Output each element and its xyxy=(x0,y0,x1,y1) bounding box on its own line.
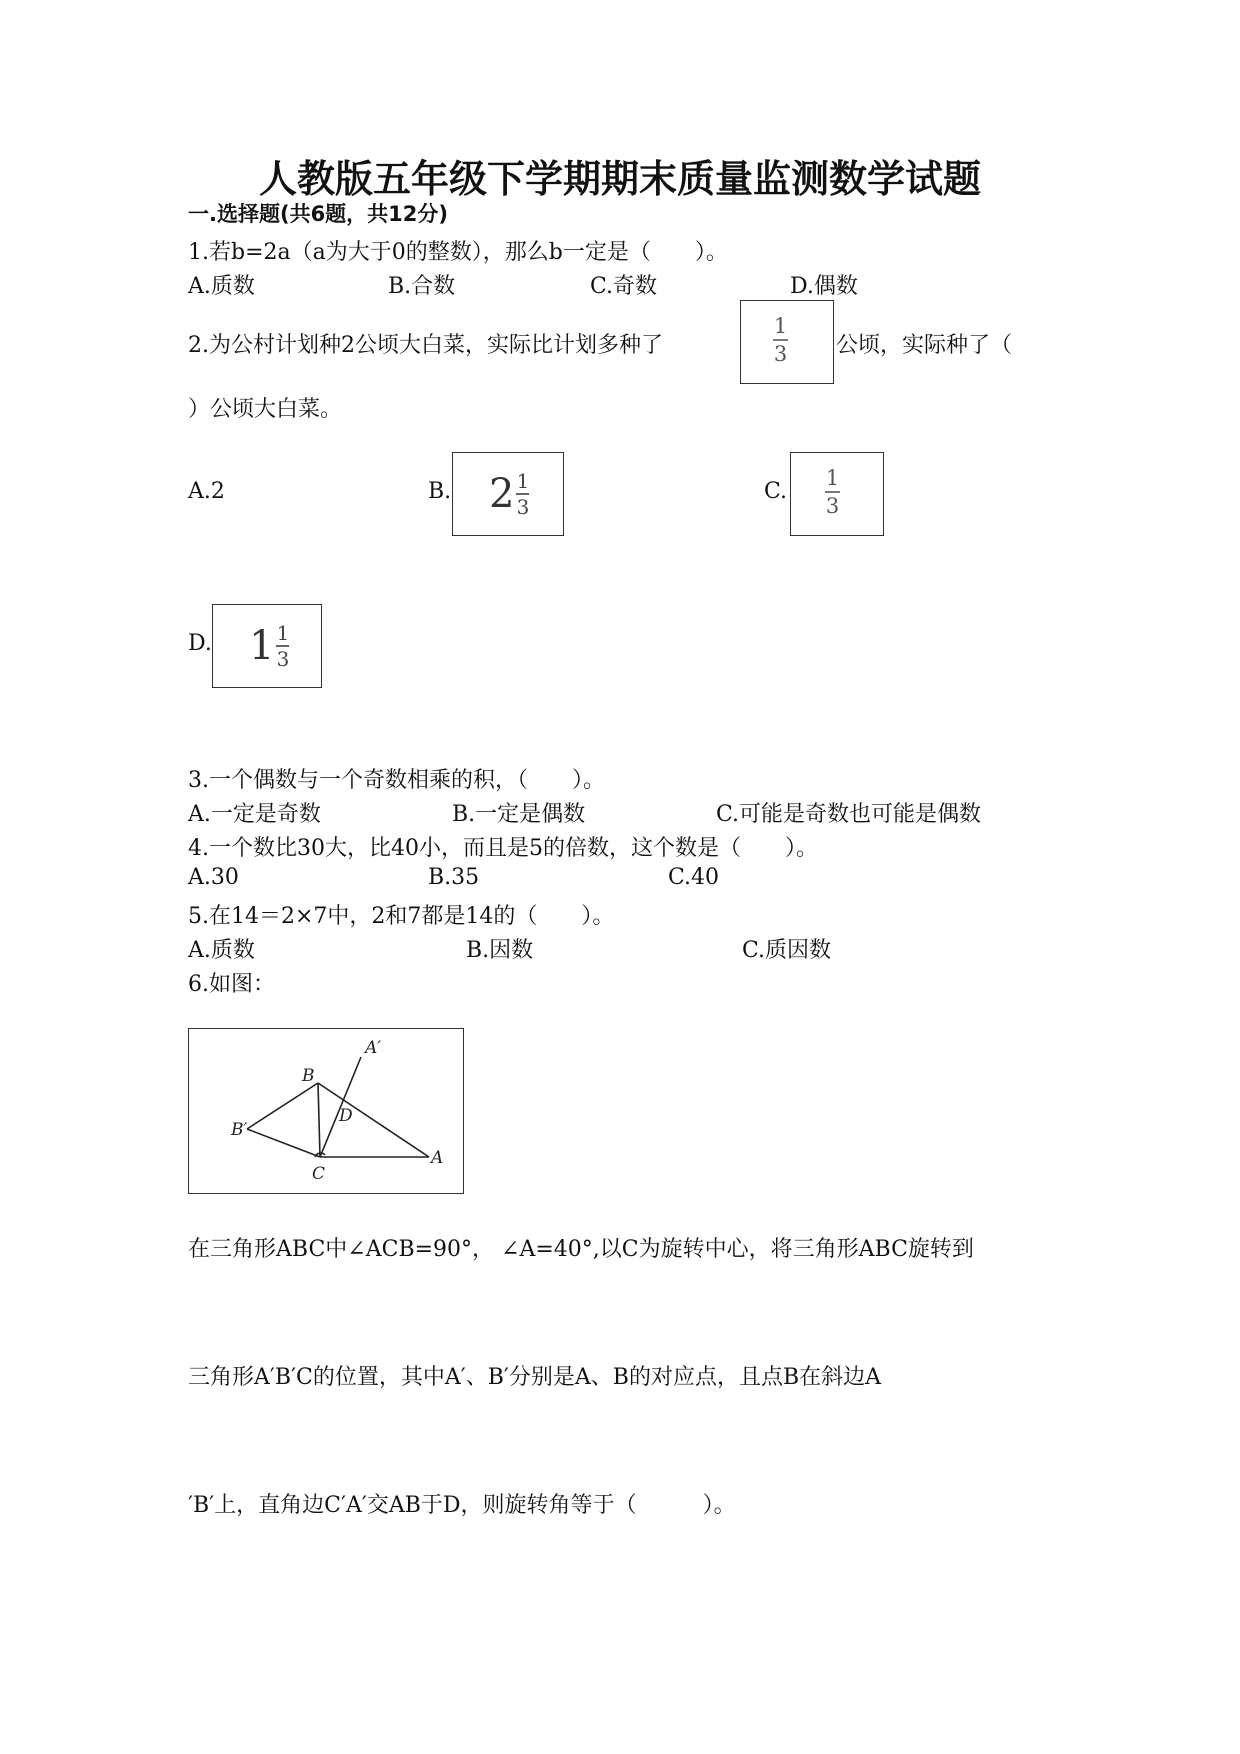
mixed-whole: 2 xyxy=(489,471,515,517)
rotation-triangle-figure xyxy=(188,1028,464,1194)
question-2-fraction-box xyxy=(740,300,834,384)
fraction-bar xyxy=(773,339,788,341)
question-4-option-c[interactable]: C.40 xyxy=(668,865,720,890)
mixed-numerator: 1 xyxy=(276,621,290,646)
segment-b-prime-c xyxy=(247,1129,320,1157)
mixed-number-one-and-one-third xyxy=(249,623,289,669)
mixed-denominator: 3 xyxy=(276,646,290,671)
question-1-stem: 1.若b=2a（a为大于0的整数），那么b一定是（ ）。 xyxy=(188,240,728,265)
question-3-stem: 3.一个偶数与一个奇数相乘的积，（ ）。 xyxy=(188,768,605,793)
label-b: B xyxy=(302,1066,315,1086)
fraction-denominator: 3 xyxy=(773,341,788,366)
question-2-stem-line2: ）公顷大白菜。 xyxy=(188,397,343,422)
mixed-denominator: 3 xyxy=(516,494,530,519)
question-6-text-line-3: ′B′上，直角边C′A′交AB于D，则旋转角等于（ ）。 xyxy=(188,1493,736,1518)
question-6-stem: 6.如图： xyxy=(188,972,275,997)
label-b-prime: B′ xyxy=(231,1120,248,1140)
question-2-option-d-box[interactable] xyxy=(212,604,322,688)
fraction-denominator: 3 xyxy=(825,493,840,518)
question-4-option-a[interactable]: A.30 xyxy=(188,865,239,890)
fraction-one-third xyxy=(825,467,840,517)
fraction-numerator: 1 xyxy=(773,314,788,338)
question-5-option-c[interactable]: C.质因数 xyxy=(742,938,832,963)
question-4-stem: 4.一个数比30大，比40小，而且是5的倍数，这个数是（ ）。 xyxy=(188,836,818,861)
question-1-option-c[interactable]: C.奇数 xyxy=(590,274,658,299)
question-5-option-b[interactable]: B.因数 xyxy=(466,938,534,963)
label-a: A xyxy=(431,1148,444,1168)
segment-b-prime-b xyxy=(247,1083,318,1129)
question-5-stem: 5.在14＝2×7中，2和7都是14的（ ）。 xyxy=(188,904,615,929)
question-2-option-c-box[interactable] xyxy=(790,452,884,536)
fraction-one-third xyxy=(773,315,788,365)
mixed-whole: 1 xyxy=(249,623,275,669)
question-2-option-d-label[interactable]: D. xyxy=(188,631,212,656)
question-2-stem-before: 2.为公村计划种2公顷大白菜，实际比计划多种了 xyxy=(188,333,663,358)
question-1-option-b[interactable]: B.合数 xyxy=(388,274,456,299)
question-6-text-line-1: 在三角形ABC中∠ACB=90°， ∠A=40°,以C为旋转中心，将三角形ABC旋转到 xyxy=(188,1237,974,1262)
question-6-text-line-2: 三角形A′B′C的位置，其中A′、B′分别是A、B的对应点，且点B在斜边A xyxy=(188,1365,882,1390)
question-2-option-a[interactable]: A.2 xyxy=(188,479,225,504)
label-a-prime: A′ xyxy=(365,1038,382,1058)
triangle-diagram xyxy=(189,1029,463,1193)
question-2-option-b-box[interactable] xyxy=(452,452,564,536)
question-4-option-b[interactable]: B.35 xyxy=(428,865,480,890)
question-2-option-b-label[interactable]: B. xyxy=(428,479,452,504)
question-2-stem-after: 公顷，实际种了（ xyxy=(836,333,1013,358)
question-3-option-b[interactable]: B.一定是偶数 xyxy=(452,802,586,827)
question-5-option-a[interactable]: A.质数 xyxy=(188,938,255,963)
segment-b-c xyxy=(318,1083,320,1157)
fraction-bar xyxy=(825,491,840,493)
question-2-option-c-label[interactable]: C. xyxy=(764,479,788,504)
question-1-option-d[interactable]: D.偶数 xyxy=(790,274,858,299)
mixed-numerator: 1 xyxy=(516,469,530,494)
label-c: C xyxy=(312,1164,326,1184)
mixed-number-two-and-one-third xyxy=(489,471,529,517)
question-3-option-a[interactable]: A.一定是奇数 xyxy=(188,802,321,827)
question-1-option-a[interactable]: A.质数 xyxy=(188,274,255,299)
page-title: 人教版五年级下学期期末质量监测数学试题 xyxy=(258,157,981,201)
section-heading: 一.选择题(共6题，共12分) xyxy=(188,202,449,226)
fraction-numerator: 1 xyxy=(825,466,840,490)
question-3-option-c[interactable]: C.可能是奇数也可能是偶数 xyxy=(716,802,982,827)
label-d: D xyxy=(339,1106,353,1126)
